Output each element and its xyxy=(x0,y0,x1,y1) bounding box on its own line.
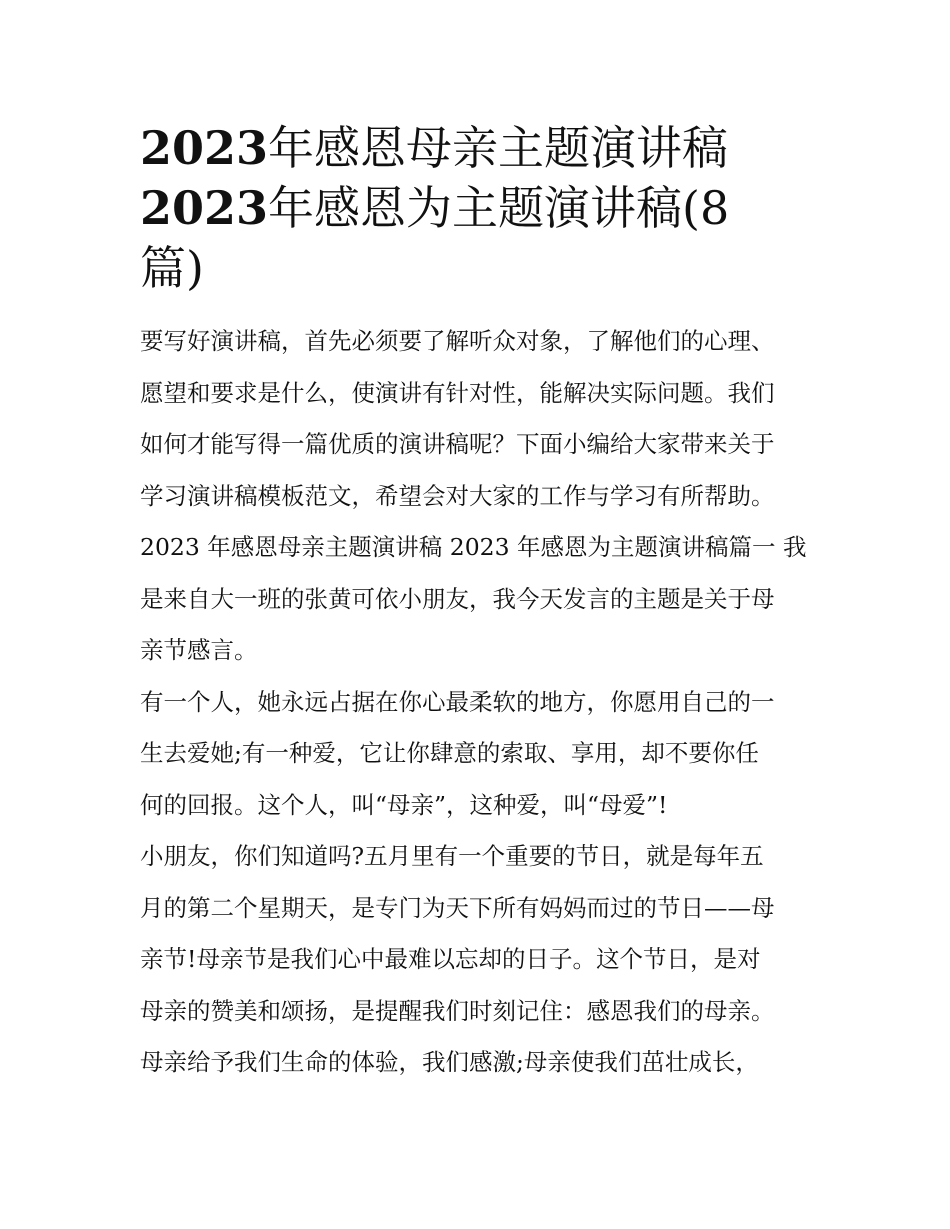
text-line: 亲节!母亲节是我们心中最难以忘却的日子。这个节日，是对 xyxy=(140,945,761,973)
document-body xyxy=(140,316,812,1089)
text-line: 月的第二个星期天，是专门为天下所有妈妈而过的节日——母 xyxy=(140,893,775,922)
paragraph-mother-love xyxy=(140,677,812,832)
text-line: 如何才能写得一篇优质的演讲稿呢？下面小编给大家带来关于 xyxy=(140,430,775,458)
document-title xyxy=(140,118,812,298)
text-line: 学习演讲稿模板范文，希望会对大家的工作与学习有所帮助。 xyxy=(140,481,775,510)
title-year-2: 2023 xyxy=(140,181,269,235)
title-text-2: 年感恩为主题演讲稿(8 xyxy=(268,181,730,235)
text-line: 愿望和要求是什么，使演讲有针对性，能解决实际问题。我们 xyxy=(140,378,775,407)
text-line: 母亲的赞美和颂扬，是提醒我们时刻记住：感恩我们的母亲。 xyxy=(140,996,775,1025)
text-line: 有一个人，她永远占据在你心最柔软的地方，你愿用自己的一 xyxy=(140,687,775,716)
paragraph-intro xyxy=(140,316,812,522)
title-line-3: 篇) xyxy=(140,241,204,295)
text-line: 生去爱她;有一种爱，它让你肆意的索取、享用，却不要你任 xyxy=(140,739,759,767)
text-line: 小朋友，你们知道吗?五月里有一个重要的节日，就是每年五 xyxy=(140,842,764,870)
paragraph-mothers-day xyxy=(140,831,812,1089)
text-line: 要写好演讲稿，首先必须要了解听众对象，了解他们的心理、 xyxy=(140,327,775,355)
text-line: 何的回报。这个人，叫“母亲”，这种爱，叫“母爱”! xyxy=(140,790,668,819)
title-text-1: 年感恩母亲主题演讲稿 xyxy=(268,121,729,175)
title-year-1: 2023 xyxy=(140,121,269,175)
text-line: 2023 年感恩母亲主题演讲稿 2023 年感恩为主题演讲稿篇一 我 xyxy=(140,533,807,561)
document-page xyxy=(140,118,812,1089)
text-line: 母亲给予我们生命的体验，我们感激;母亲使我们茁壮成长， xyxy=(140,1048,759,1076)
title-line-2 xyxy=(140,178,812,238)
paragraph-speech-opening xyxy=(140,522,812,677)
text-line: 是来自大一班的张黄可依小朋友，我今天发言的主题是关于母 xyxy=(140,584,775,613)
text-line: 亲节感言。 xyxy=(140,636,258,664)
title-line-1 xyxy=(140,118,812,178)
